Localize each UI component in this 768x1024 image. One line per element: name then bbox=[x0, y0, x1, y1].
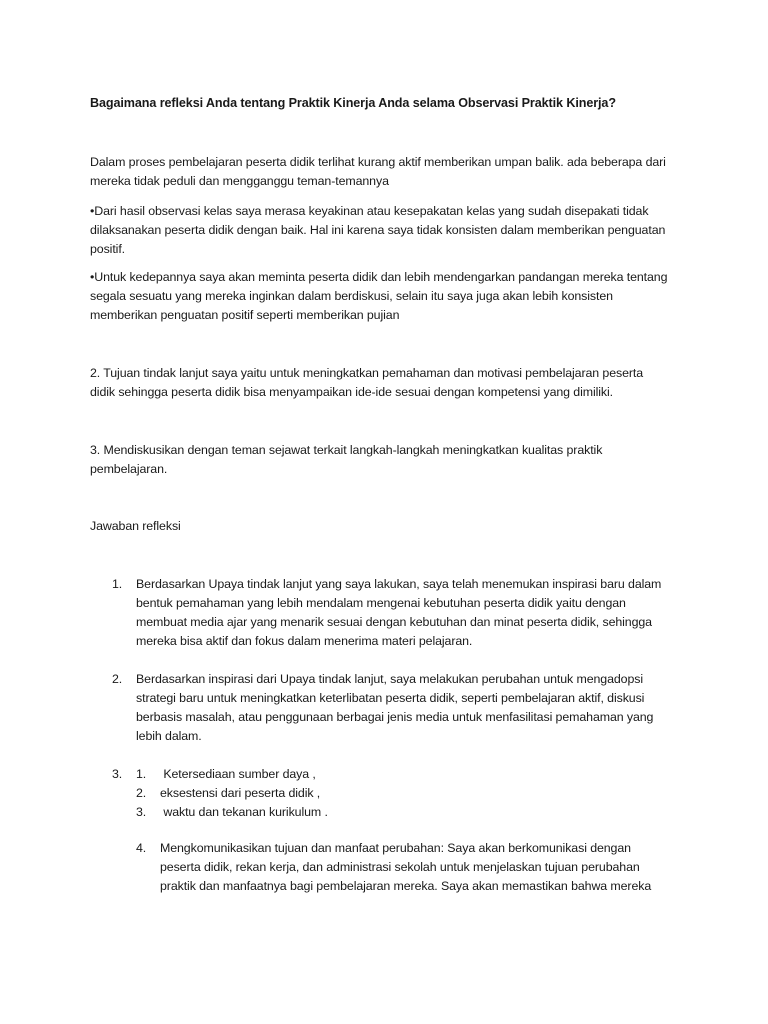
sublist-item-number: 4. bbox=[136, 841, 147, 855]
paragraph-follow-up-goal: 2. Tujuan tindak lanjut saya yaitu untuk meningkatkan pemahaman dan motivasi pembelajaran peserta didik sehingga peserta didik bisa menyampaikan ide-ide sesuai dengan kompetensi yang dimiliki. bbox=[90, 366, 644, 399]
paragraph-reflection-label: Jawaban refleksi bbox=[90, 519, 181, 533]
sublist-item-text: Mengkomunikasikan tujuan dan manfaat perubahan: Saya akan berkomunikasi dengan peserta didik, rekan kerja, dan administrasi sekolah untuk menjelaskan tujuan perubahan praktik dan manfaatnya bagi pembelajaran mereka. Saya akan memastikan bahwa mereka bbox=[160, 841, 652, 893]
list-item-text: Berdasarkan inspirasi dari Upaya tindak lanjut, saya melakukan perubahan untuk mengadopsi strategi baru untuk meningkatkan keterlibatan peserta didik, seperti pembelajaran aktif, diskusi berbasis masalah, atau penggunaan berbagai jenis media untuk menfasilitasi pemahaman yang lebih dalam. bbox=[136, 672, 654, 743]
sublist-item-text: waktu dan tekanan kurikulum . bbox=[160, 805, 328, 819]
paragraph-class-agreement: •Dari hasil observasi kelas saya merasa keyakinan atau kesepakatan kelas yang sudah disepakati tidak dilaksanakan peserta didik dengan baik. Hal ini karena saya tidak konsisten dalam memberikan penguatan positif. bbox=[90, 204, 666, 256]
sublist-item-text: eksestensi dari peserta didik , bbox=[160, 786, 321, 800]
list-item-number: 1. bbox=[112, 577, 123, 591]
paragraph-future-plan: •Untuk kedepannya saya akan meminta peserta didik dan lebih mendengarkan pandangan mereka tentang segala sesuatu yang mereka inginkan dalam berdiskusi, selain itu saya juga akan lebih konsisten memberikan penguatan positif seperti memberikan pujian bbox=[90, 270, 668, 322]
sublist-item-number: 2. bbox=[136, 786, 147, 800]
paragraph-peer-discussion: 3. Mendiskusikan dengan teman sejawat terkait langkah-langkah meningkatkan kualitas praktik pembelajaran. bbox=[90, 443, 603, 476]
document-heading: Bagaimana refleksi Anda tentang Praktik Kinerja Anda selama Observasi Praktik Kinerja? bbox=[90, 96, 616, 110]
list-item-number: 2. bbox=[112, 672, 123, 686]
sublist-item-text: Ketersediaan sumber daya , bbox=[160, 767, 316, 781]
sublist-item-number: 3. bbox=[136, 805, 147, 819]
list-item-text: Berdasarkan Upaya tindak lanjut yang saya lakukan, saya telah menemukan inspirasi baru dalam bentuk pemahaman yang lebih mendalam mengenai kebutuhan peserta didik yaitu dengan membuat media ajar yang menarik sesuai dengan kebutuhan dan minat peserta didik, sehingga mereka bisa aktif dan fokus dalam menerima materi pelajaran. bbox=[136, 577, 662, 648]
list-item-number: 3. bbox=[112, 767, 123, 781]
paragraph-observation: Dalam proses pembelajaran peserta didik terlihat kurang aktif memberikan umpan balik. ada beberapa dari mereka tidak peduli dan mengganggu teman-temannya bbox=[90, 155, 666, 188]
sublist-item-number: 1. bbox=[136, 767, 147, 781]
